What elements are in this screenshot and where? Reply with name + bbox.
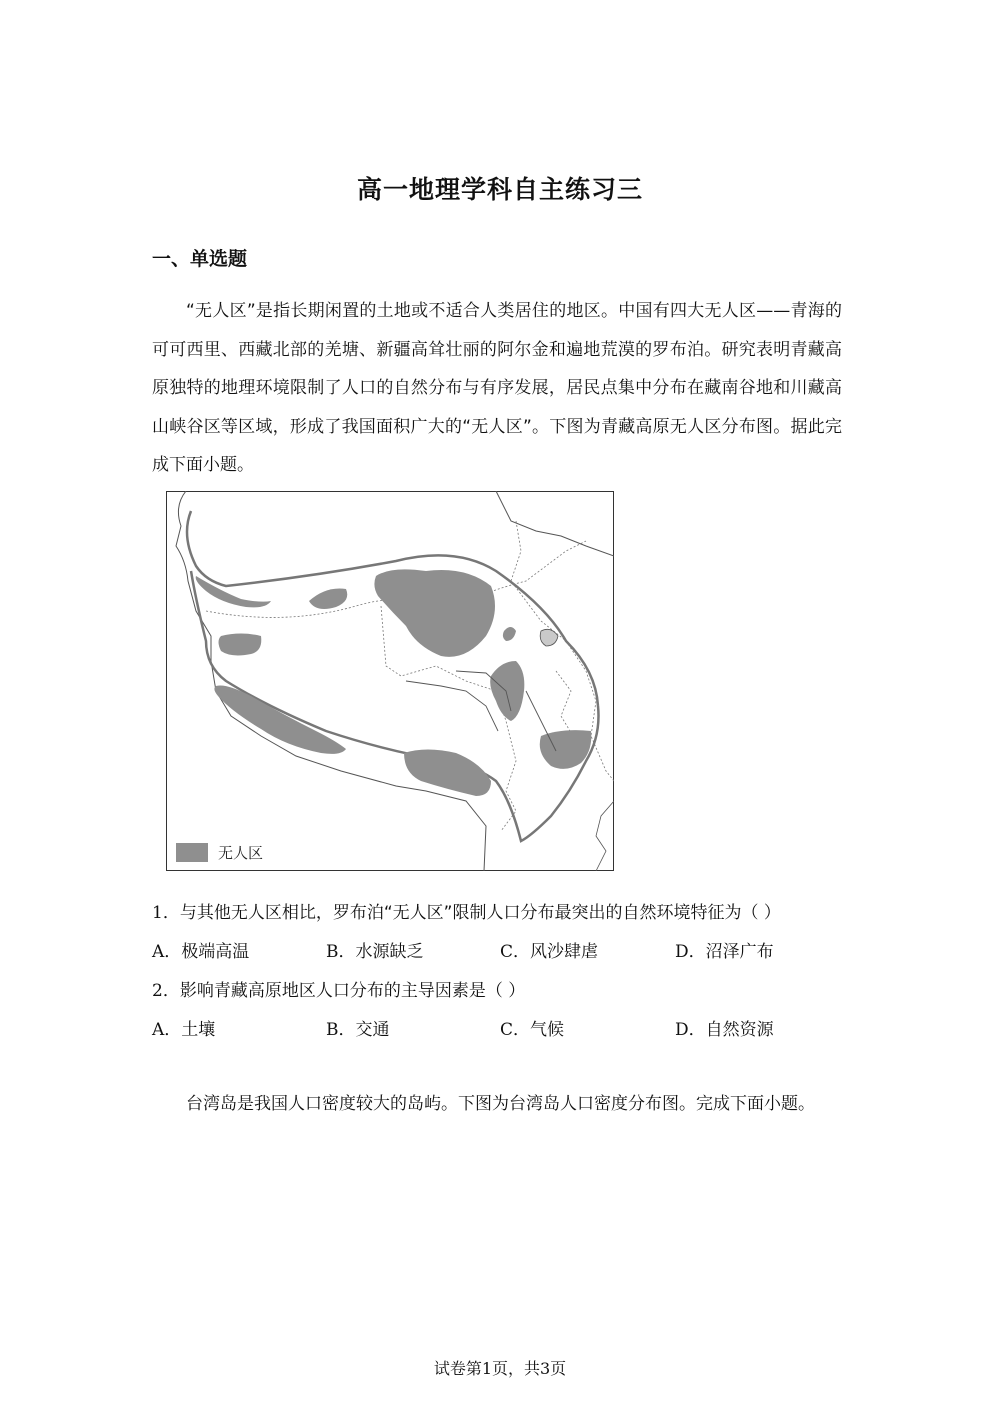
- legend-swatch: [176, 843, 208, 862]
- reading-passage: “无人区”是指长期闲置的土地或不适合人类居住的地区。中国有四大无人区——青海的可可西里、西藏北部的羌塘、新疆高耸壮丽的阿尔金和遍地荒漠的罗布泊。研究表明青藏高原独特的地理环境限制了人口的自然分布与有序发展，居民点集中分布在藏南谷地和川藏高山峡谷区等区域，形成了我国面积广大的“无人区”。下图为青藏高原无人区分布图。据此完成下面小题。: [152, 301, 842, 475]
- question-text: 影响青藏高原地区人口分布的主导因素是（ ）: [179, 981, 526, 1001]
- question-number: 2．: [152, 981, 180, 1001]
- question-1: [152, 898, 781, 923]
- question-2: [152, 976, 525, 1001]
- option-2a: A．土壤: [152, 1020, 216, 1040]
- option-2c: C．气候: [500, 1020, 565, 1040]
- option-1d: D．沼泽广布: [675, 942, 774, 962]
- page-title: 高一地理学科自主练习三: [356, 175, 643, 204]
- option-2b: B．交通: [326, 1020, 390, 1040]
- question-text: 与其他无人区相比，罗布泊“无人区”限制人口分布最突出的自然环境特征为（ ）: [179, 903, 781, 923]
- reading-passage-2: 台湾岛是我国人口密度较大的岛屿。下图为台湾岛人口密度分布图。完成下面小题。: [186, 1094, 815, 1114]
- option-1c: C．风沙肆虐: [500, 942, 599, 962]
- page-footer: 试卷第1页，共3页: [433, 1359, 567, 1378]
- tibet-uninhabited-map: [166, 491, 614, 871]
- uninhabited-area: [219, 634, 262, 656]
- legend-label: 无人区: [218, 844, 264, 862]
- option-1b: B．水源缺乏: [326, 942, 424, 962]
- option-1a: A．极端高温: [152, 942, 250, 962]
- section-heading: 一、单选题: [152, 248, 248, 270]
- option-2d: D．自然资源: [675, 1020, 774, 1040]
- question-number: 1．: [152, 903, 180, 923]
